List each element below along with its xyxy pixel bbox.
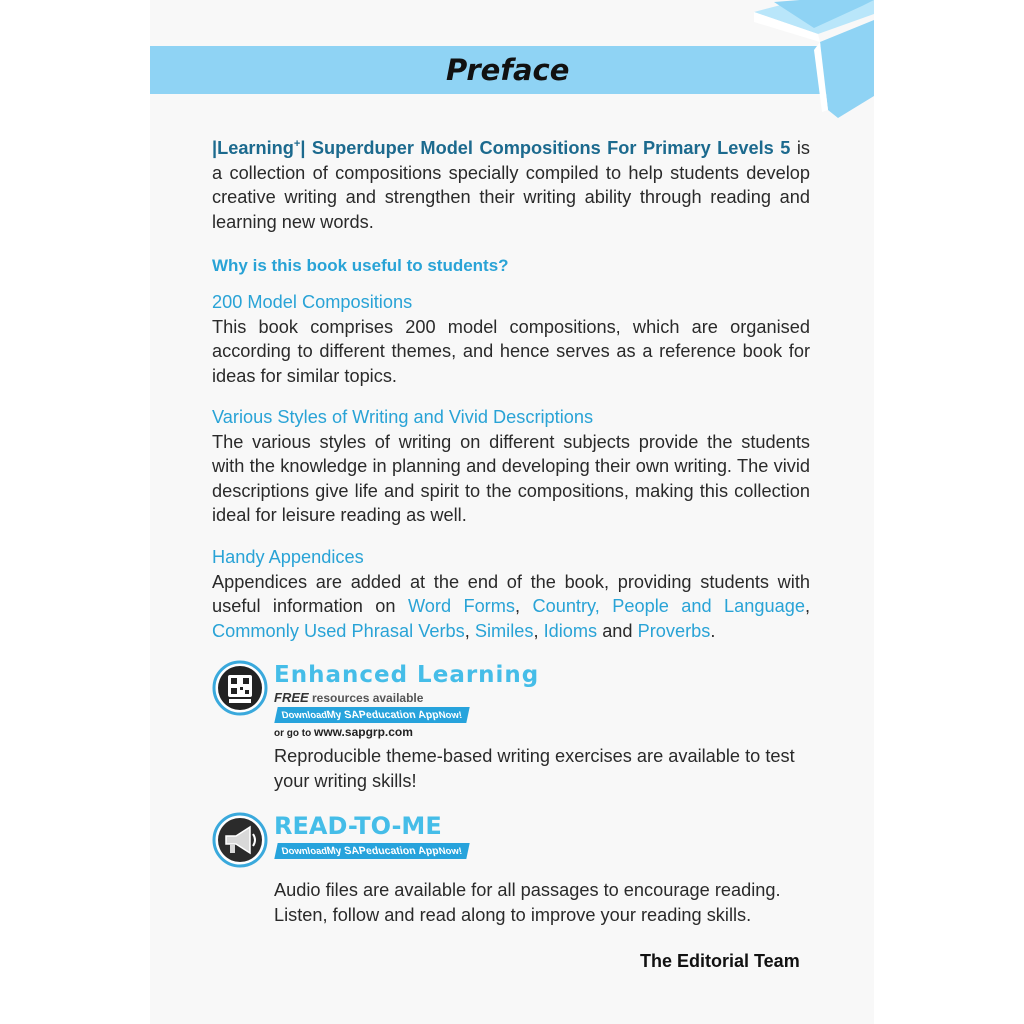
- separator: ,: [804, 596, 810, 616]
- free-rest: resources available: [308, 691, 424, 705]
- section-heading: Various Styles of Writing and Vivid Descriptions: [212, 407, 594, 427]
- appendix-word-forms: Word Forms: [407, 596, 515, 616]
- section-heading: Handy Appendices: [212, 547, 364, 567]
- section-body: This book comprises 200 model compositions, which are organised according to different themes, and hence serves as a reference book for ideas for similar topics.: [212, 316, 810, 386]
- section-heading: 200 Model Compositions: [212, 292, 413, 312]
- appendix-phrasal-verbs: Commonly Used Phrasal Verbs: [212, 620, 465, 641]
- book-title-sup: +: [293, 137, 301, 150]
- cube-decoration-icon: [754, 0, 874, 120]
- appendix-idioms: Idioms: [543, 620, 598, 641]
- separator: ,: [533, 620, 544, 641]
- qr-code-icon: [212, 660, 268, 716]
- download-app-banner[interactable]: [274, 843, 470, 859]
- book-title-part: |Learning: [212, 138, 294, 158]
- enhanced-learning-body: Reproducible theme-based writing exercises are available to test your writing skills!: [274, 746, 795, 791]
- separator: ,: [515, 596, 533, 616]
- goto-text: or go to: [274, 728, 314, 739]
- download-text: Download: [280, 710, 329, 721]
- app-name: My SAPeducation App: [326, 709, 441, 721]
- book-title-part: | Superduper Model Compositions For Primary Levels 5: [300, 138, 791, 158]
- download-now: Now!: [437, 846, 464, 857]
- book-title: [212, 138, 790, 158]
- megaphone-icon: [212, 812, 268, 868]
- section-writing-styles: [212, 405, 810, 528]
- read-to-me-title: READ-TO-ME: [274, 812, 442, 840]
- section-model-compositions: [212, 290, 810, 388]
- download-app-banner[interactable]: [274, 707, 470, 723]
- section-question: Why is this book useful to students?: [212, 256, 509, 275]
- enhanced-learning-title: Enhanced Learning: [274, 662, 540, 688]
- app-name: My SAPeducation App: [326, 845, 441, 857]
- free-word: FREE: [274, 690, 309, 705]
- download-now: Now!: [437, 710, 464, 721]
- section-appendices: [212, 545, 810, 643]
- period: .: [710, 620, 716, 641]
- separator: ,: [464, 620, 475, 641]
- read-to-me-body: Audio files are available for all passages to encourage reading. Listen, follow and read along to improve your reading skills.: [274, 880, 781, 925]
- appendix-proverbs: Proverbs: [637, 620, 711, 641]
- intro-paragraph: [212, 136, 810, 234]
- signature: The Editorial Team: [640, 951, 800, 971]
- website-link[interactable]: [274, 725, 413, 739]
- website-url: www.sapgrp.com: [314, 725, 413, 739]
- intro-text: is a collection of compositions specially compiled to help students develop creative writing and strengthen their writing ability through reading and learning new words.: [212, 138, 811, 232]
- appendix-country: Country, People and Language: [532, 596, 805, 616]
- download-text: Download: [280, 846, 329, 857]
- section-body: Appendices are added at the end of the book, providing students with useful information on: [212, 571, 810, 616]
- appendix-similes: Similes: [474, 620, 534, 641]
- free-resources-label: [274, 690, 423, 705]
- section-body: The various styles of writing on different subjects provide the students with the knowledge in planning and developing their own writing. The vivid descriptions give life and spirit to the compositions, making this collection ideal for leisure reading as well.: [212, 431, 810, 525]
- separator: and: [597, 620, 638, 641]
- page-title: Preface: [446, 53, 570, 87]
